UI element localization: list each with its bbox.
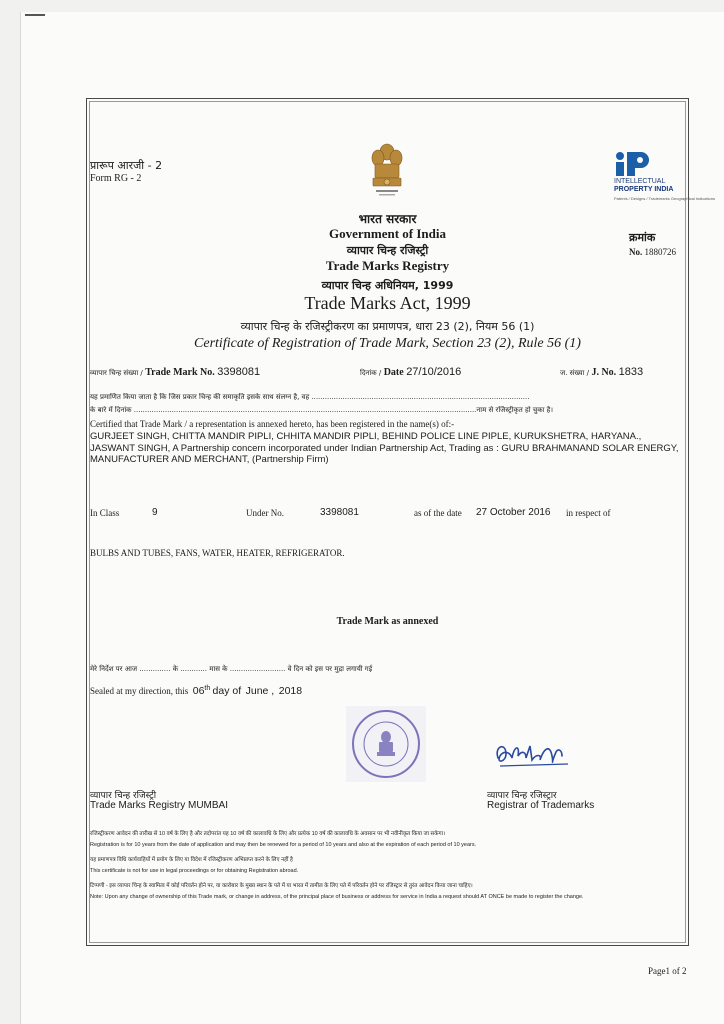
national-emblem-icon (366, 142, 408, 206)
journal-number-row (560, 366, 643, 378)
registrar-hindi: व्यापार चिन्ह रजिस्ट्रार (487, 791, 557, 801)
government-hindi: भारत सरकार (358, 212, 417, 226)
sealing-statement (90, 685, 302, 697)
sealing-day-suffix: th (204, 685, 211, 692)
sealing-hindi: मेरे निर्देश पर आज .............. के ............ मास के ......................... वे दिन को इस पर मुद्रा लगायी गई (90, 665, 373, 673)
certified-statement: Certified that Trade Mark / a representation is annexed hereto, has been registered in the name(s) of:- (90, 419, 455, 429)
in-respect-of-label: in respect of (566, 508, 611, 518)
class-value: 9 (152, 507, 158, 518)
form-number-hindi: प्रारूप आरजी - 2 (90, 159, 163, 172)
note-change: Note: Upon any change of ownership of this Trade mark, or change in address, of the principal place of business or address for service in India a request should AT ONCE be made to register the change. (90, 894, 584, 900)
j-label: J. No. (591, 367, 617, 378)
tm-label-hindi: व्यापार चिन्ह संख्या / (90, 369, 143, 377)
j-label-hindi: ज. संख्या / (560, 369, 589, 377)
sealing-day-of: day of (212, 685, 242, 697)
registry-hindi-footer: व्यापार चिन्ह रजिस्ट्री (90, 791, 157, 801)
serial-number (629, 247, 676, 257)
serial-label-hindi: क्रमांक (629, 231, 656, 244)
date-row (360, 366, 461, 378)
ip-india-line2: PROPERTY INDIA (614, 186, 674, 193)
act-hindi: व्यापार चिन्ह अधिनियम, 1999 (321, 279, 454, 292)
date-label-hindi: दिनांक / (360, 369, 382, 377)
under-no-value: 3398081 (320, 507, 359, 518)
registry-hindi: व्यापार चिन्ह रजिस्ट्री (346, 244, 429, 257)
registry-seal-icon (344, 704, 428, 784)
ip-india-subtitle: Patents / Designs / Trademarks Geographical Indications (614, 196, 715, 201)
hindi-certify-line-1: यह प्रमाणित किया जाता है कि जिस प्रकार चिन्ह की समाकृति इसके साथ संलग्न है, वह .................................................................................................. (90, 393, 530, 401)
note-change-hindi: टिप्पणी - इस व्यापार चिन्ह के स्वामित्व में कोई परिवर्तन होने पर, या कारोबार के मुख्य स्थान के पते में या भारत में तामील के लिए पते में परिवर्तन होने पर रजिस्ट्रार से तुरंत आवेदन किया जाना चाहिए। (90, 883, 473, 889)
note-legal-hindi: यह प्रमाणपत्र विधि कार्यवाहियों में प्रयोग के लिए या विदेश में रजिस्ट्रीकरण अभिप्राप्त करने के लिए नहीं है (90, 857, 293, 863)
sealing-year: 2018 (278, 685, 303, 697)
j-number: 1833 (618, 366, 644, 378)
scan-mark (25, 14, 45, 16)
sealing-month: June , (245, 685, 275, 697)
sealing-prefix: Sealed at my direction, this (90, 686, 189, 696)
registrar-signature (492, 736, 582, 772)
tm-label: Trade Mark No. (145, 367, 215, 378)
government-english: Government of India (329, 226, 446, 241)
date-label: Date (383, 367, 404, 378)
date-value: 27/10/2016 (406, 366, 462, 378)
ip-india-line1: INTELLECTUAL (614, 178, 666, 185)
note-legal: This certificate is not for use in legal proceedings or for obtaining Registration abroad. (90, 868, 299, 874)
page-number: Page1 of 2 (648, 966, 687, 976)
trade-mark-annexed: Trade Mark as annexed (336, 616, 439, 627)
as-of-date-value: 27 October 2016 (476, 507, 551, 518)
registry-english: Trade Marks Registry (325, 258, 450, 273)
serial-label: No. (629, 247, 643, 257)
form-number: Form RG - 2 (90, 173, 142, 184)
class-label: In Class (90, 508, 120, 518)
trade-mark-number-row (90, 366, 260, 378)
ip-india-text (614, 178, 673, 194)
tm-number: 3398081 (217, 366, 261, 378)
registry-footer: Trade Marks Registry MUMBAI (90, 800, 228, 811)
note-renewal: Registration is for 10 years from the date of application and may then be renewed for a period of 10 years and also at the expiration of each period of 10 years. (90, 842, 477, 848)
serial-value: 1880726 (644, 247, 676, 257)
act-english: Trade Marks Act, 1999 (304, 293, 471, 313)
certificate-title: Certificate of Registration of Trade Mark, Section 23 (2), Rule 56 (1) (194, 336, 581, 351)
sealing-day: 06 (192, 685, 205, 697)
hindi-certify-line-2: के बारे में दिनांक ..........................................................................................................................................................नाम से रजिस्ट्रीकृत हो चुका है। (90, 406, 553, 414)
certificate-title-hindi: व्यापार चिन्ह के रजिस्ट्रीकरण का प्रमाणपत्र, धारा 23 (2), नियम 56 (1) (240, 320, 535, 333)
registrar-title: Registrar of Trademarks (487, 800, 595, 811)
note-renewal-hindi: रजिस्ट्रीकरण आवेदन की तारीख से 10 वर्ष के लिए है और तदोपरांत यह 10 वर्ष की कालावधि के लिए और प्रत्येक 10 वर्ष की कालावधि के अवसान पर भी नवीनीकृत किया जा सकेगा। (90, 831, 446, 837)
goods-description: BULBS AND TUBES, FANS, WATER, HEATER, REFRIGERATOR. (90, 548, 345, 558)
under-no-label: Under No. (246, 508, 284, 518)
proprietor-details: GURJEET SINGH, CHITTA MANDIR PIPLI, CHHITA MANDIR PIPLI, BEHIND POLICE LINE PIPLE, KURUKSHETRA, HARYANA., JASWANT SINGH, A Partnership concern incorporated under Indian Partnership Act, Trading as : GURU BRAHMANAND SOLAR ENERGY, MANUFACTURER AND MERCHANT, (Partnership Firm) (90, 431, 679, 465)
as-of-date-label: as of the date (414, 508, 462, 518)
